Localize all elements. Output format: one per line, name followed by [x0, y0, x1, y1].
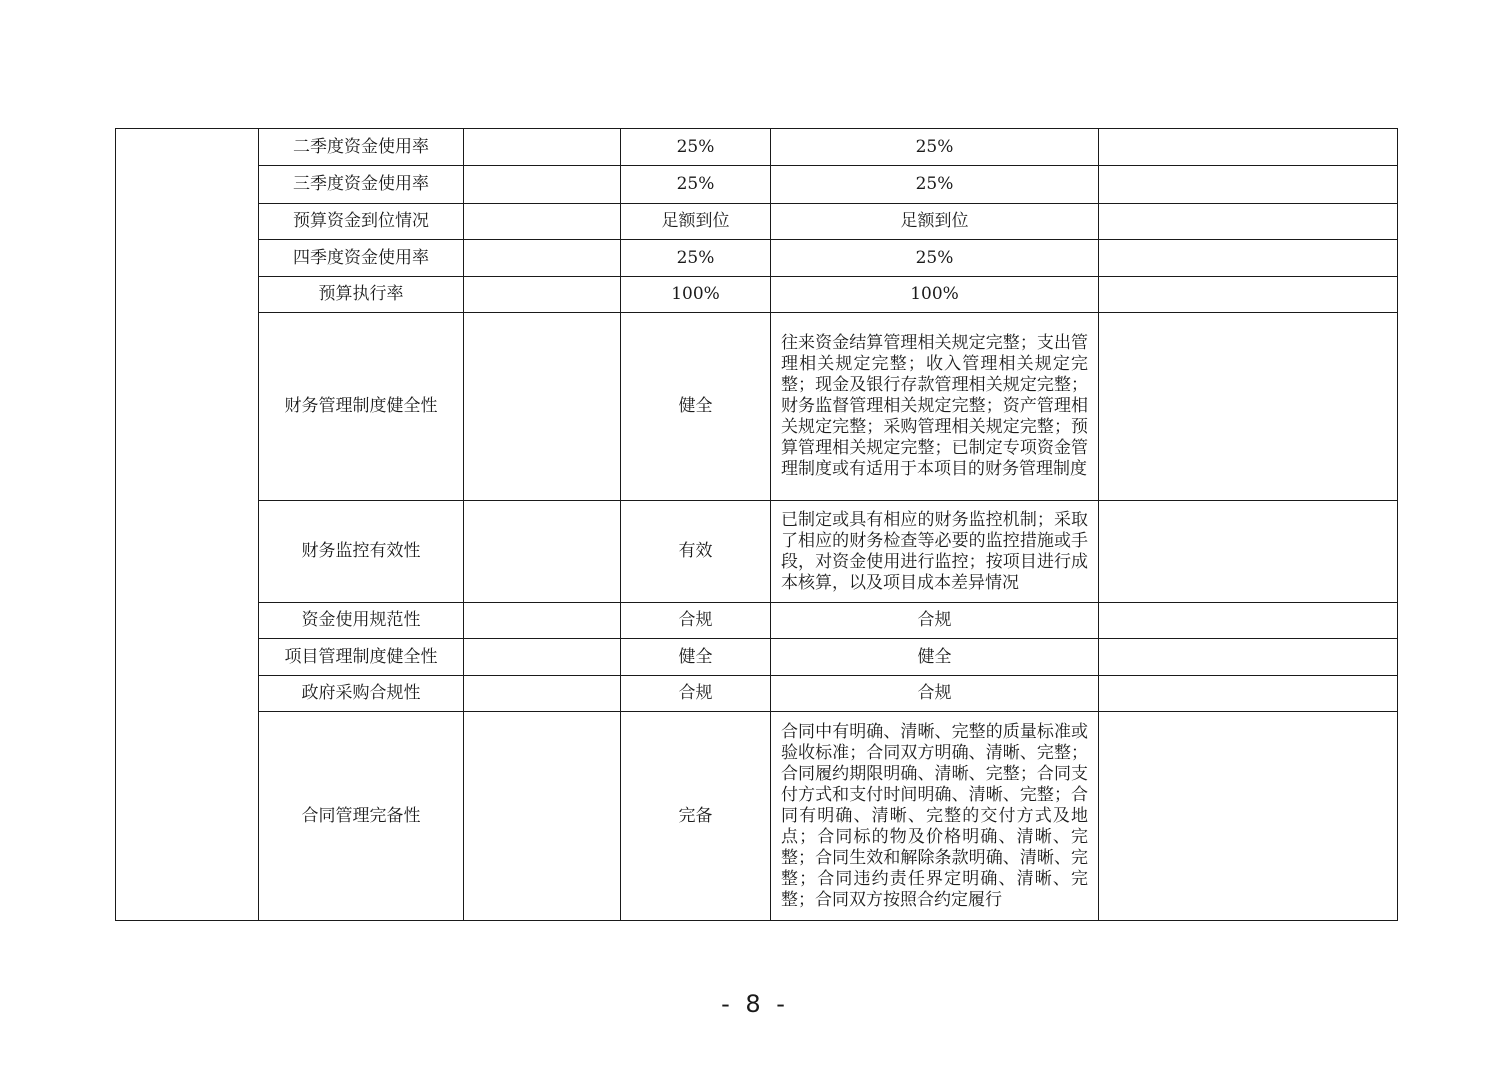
indicator-sub-cell	[464, 129, 621, 166]
target-value-cell: 健全	[621, 313, 771, 501]
indicator-name-cell: 四季度资金使用率	[259, 240, 464, 277]
remark-cell	[1099, 639, 1398, 676]
table-row	[116, 501, 1398, 603]
target-value-cell: 25%	[621, 240, 771, 277]
page-number: - 8 -	[721, 990, 789, 1018]
remark-cell	[1099, 501, 1398, 603]
indicator-sub-cell	[464, 240, 621, 277]
target-value-cell: 有效	[621, 501, 771, 603]
table-row	[116, 166, 1398, 204]
table-row	[116, 712, 1398, 921]
category-cell	[116, 129, 259, 921]
indicator-name-cell: 资金使用规范性	[259, 603, 464, 639]
table-row	[116, 639, 1398, 676]
actual-value-cell: 合规	[771, 676, 1099, 712]
remark-cell	[1099, 603, 1398, 639]
target-value-cell: 足额到位	[621, 204, 771, 240]
remark-cell	[1099, 166, 1398, 204]
table-row	[116, 204, 1398, 240]
remark-cell	[1099, 129, 1398, 166]
actual-value-text: 往来资金结算管理相关规定完整；支出管理相关规定完整；收入管理相关规定完整；现金及银行存款管理相关规定完整；财务监督管理相关规定完整；资产管理相关规定完整；采购管理相关规定完整；预算管理相关规定完整；已制定专项资金管理制度或有适用于本项目的财务管理制度	[781, 333, 1088, 479]
remark-cell	[1099, 712, 1398, 921]
table-row	[116, 676, 1398, 712]
indicator-sub-cell	[464, 712, 621, 921]
target-value-cell: 25%	[621, 166, 771, 204]
table-row	[116, 129, 1398, 166]
performance-indicator-table	[115, 128, 1398, 921]
actual-value-cell	[771, 501, 1099, 603]
indicator-sub-cell	[464, 313, 621, 501]
actual-value-cell: 25%	[771, 129, 1099, 166]
target-value-cell: 合规	[621, 676, 771, 712]
indicator-sub-cell	[464, 501, 621, 603]
actual-value-cell	[771, 313, 1099, 501]
indicator-name-cell: 二季度资金使用率	[259, 129, 464, 166]
actual-value-cell: 25%	[771, 166, 1099, 204]
table-row	[116, 277, 1398, 313]
target-value-cell: 100%	[621, 277, 771, 313]
actual-value-cell: 25%	[771, 240, 1099, 277]
indicator-sub-cell	[464, 676, 621, 712]
target-value-cell: 合规	[621, 603, 771, 639]
indicator-name-cell: 政府采购合规性	[259, 676, 464, 712]
indicator-name-cell: 预算执行率	[259, 277, 464, 313]
table-row	[116, 313, 1398, 501]
indicator-sub-cell	[464, 603, 621, 639]
remark-cell	[1099, 277, 1398, 313]
target-value-cell: 健全	[621, 639, 771, 676]
indicator-sub-cell	[464, 166, 621, 204]
target-value-cell: 完备	[621, 712, 771, 921]
actual-value-text: 已制定或具有相应的财务监控机制；采取了相应的财务检查等必要的监控措施或手段，对资金使用进行监控；按项目进行成本核算，以及项目成本差异情况	[781, 509, 1088, 593]
remark-cell	[1099, 240, 1398, 277]
actual-value-cell	[771, 712, 1099, 921]
remark-cell	[1099, 313, 1398, 501]
table-row	[116, 603, 1398, 639]
remark-cell	[1099, 204, 1398, 240]
actual-value-cell: 足额到位	[771, 204, 1099, 240]
actual-value-cell: 100%	[771, 277, 1099, 313]
actual-value-cell: 合规	[771, 603, 1099, 639]
indicator-name-cell: 三季度资金使用率	[259, 166, 464, 204]
actual-value-text: 合同中有明确、清晰、完整的质量标准或验收标准；合同双方明确、清晰、完整；合同履约期限明确、清晰、完整；合同支付方式和支付时间明确、清晰、完整；合同有明确、清晰、完整的交付方式及地点；合同标的物及价格明确、清晰、完整；合同生效和解除条款明确、清晰、完整；合同违约责任界定明确、清晰、完整；合同双方按照合约定履行	[781, 721, 1088, 910]
indicator-sub-cell	[464, 639, 621, 676]
indicator-name-cell: 财务监控有效性	[259, 501, 464, 603]
indicator-name-cell: 合同管理完备性	[259, 712, 464, 921]
table-row	[116, 240, 1398, 277]
actual-value-cell: 健全	[771, 639, 1099, 676]
indicator-sub-cell	[464, 204, 621, 240]
target-value-cell: 25%	[621, 129, 771, 166]
indicator-name-cell: 项目管理制度健全性	[259, 639, 464, 676]
indicator-sub-cell	[464, 277, 621, 313]
remark-cell	[1099, 676, 1398, 712]
indicator-name-cell: 财务管理制度健全性	[259, 313, 464, 501]
indicator-name-cell: 预算资金到位情况	[259, 204, 464, 240]
